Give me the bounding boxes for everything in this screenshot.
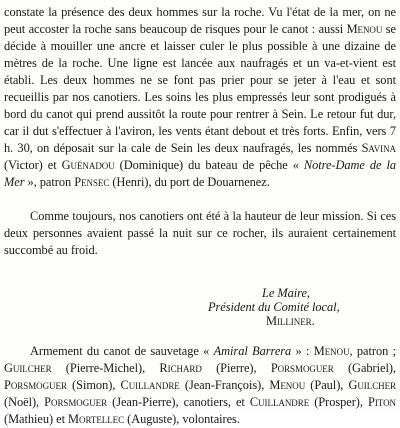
signature-role: Président du Comité local,	[208, 300, 340, 314]
person-name: Menou	[313, 344, 350, 358]
text-run: (Jean-Pierre), canotiers, et	[107, 395, 250, 409]
person-name: Guilcher	[4, 361, 52, 375]
person-name: Guilcher	[348, 378, 396, 392]
text-run: (Simon),	[66, 378, 121, 392]
text-run: (Victor) et	[4, 158, 62, 172]
signature-name: Milliner.	[266, 314, 315, 328]
person-name: Menou	[346, 22, 383, 36]
text-run: (Paul),	[305, 378, 349, 392]
person-name: Cuillandre	[249, 395, 310, 409]
conclusion-paragraph: Comme toujours, nos canotiers ont été à la hauteur de leur mission. Si ces deux personnes avaient passé la nuit sur ce rocher, ils auraient certainement succombé au froid.	[4, 209, 396, 257]
person-name: Guénadou	[61, 158, 115, 172]
text-run: , patron ;	[349, 344, 396, 358]
person-name: Richard	[159, 361, 202, 375]
text-run: Armement du canot de sauvetage «	[30, 344, 214, 358]
text-run: se décide à mouiller une ancre et laisser culer le plus possible à une dizaine de mètres de la roche. Une ligne est lancée aux naufragés et un va-et-vient est établi. Les deux hommes ne se font pas prier pour se jeter à l'eau et sont recueillis par nos canotiers. Les soins les plus empressés leur sont prodigués à bord du canot qui prend aussitôt la route pour rentrer à Sein. Le retour fut dur, car il dut s'effectuer à l'aviron, les vents étant debout et très forts. Enfin, vers 7 h. 30, on déposait sur la cale de Sein les deux naufragés, les nommés	[4, 22, 396, 155]
text-run: constate la présence des deux hommes sur la roche. Vu l'état de la mer, on ne peut accoster la roche sans beaucoup de risques pour le canot : aussi	[4, 5, 396, 36]
rescue-narrative-paragraph	[4, 4, 396, 191]
person-name: Porsmoguer	[44, 395, 108, 409]
person-name: Porsmoguer	[4, 378, 67, 392]
text-run: (Auguste), volontaires.	[124, 412, 240, 426]
person-name: Savina	[361, 141, 396, 155]
person-name: Cuillandre	[120, 378, 180, 392]
boat-name: Notre-Dame de la Mer	[4, 158, 396, 189]
signature-title: Le Maire,	[262, 286, 310, 300]
text-run: » :	[291, 344, 314, 358]
person-name: Mortellec	[68, 412, 125, 426]
text-run: (Mathieu) et	[4, 412, 69, 426]
text-run: », patron	[24, 175, 75, 189]
person-name: Pensec	[74, 175, 110, 189]
text-run: (Pierre),	[201, 361, 271, 375]
text-run: (Prosper),	[309, 395, 369, 409]
person-name: Menou	[269, 378, 306, 392]
boat-name: Amiral Barrera	[213, 344, 292, 358]
text-run: (Jean-François),	[179, 378, 270, 392]
person-name: Porsmoguer	[270, 361, 334, 375]
text-run: (Henri), du port de Douarnenez.	[109, 175, 270, 189]
person-name: Piton	[368, 395, 396, 409]
text-run: (Noël),	[4, 395, 45, 409]
text-run: (Gabriel),	[333, 361, 396, 375]
text-run: (Pierre-Michel),	[51, 361, 160, 375]
text-run: (Dominique) du bateau de pêche «	[114, 158, 304, 172]
crew-list-paragraph	[4, 343, 396, 428]
